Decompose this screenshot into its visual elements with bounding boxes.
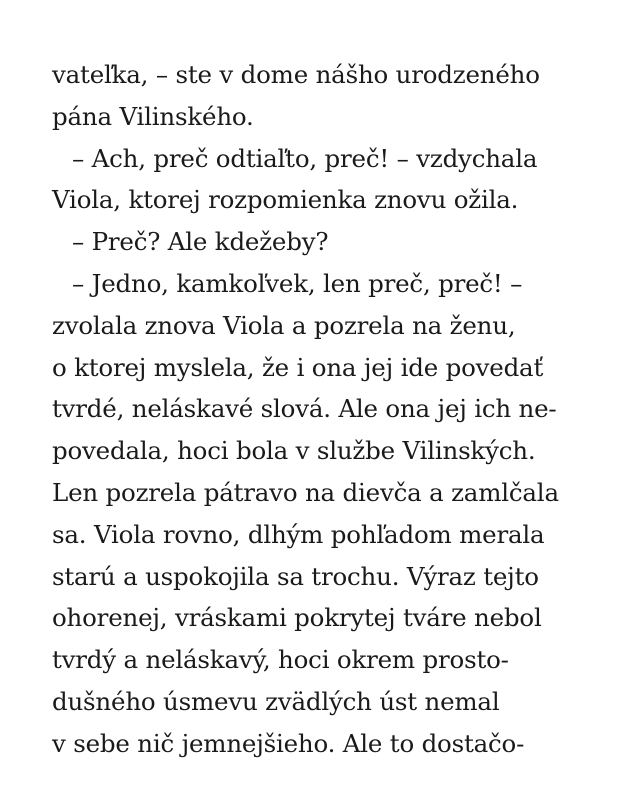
text-line: Len pozrela pátravo na dievča a zamlčala [52, 477, 559, 507]
text-line: – Ach, preč odtiaľto, preč! – vzdychala [72, 143, 538, 173]
text-line: tvrdé, neláskavé slová. Ale ona jej ich ne- [52, 394, 557, 424]
text-line: dušného úsmevu zvädlých úst nemal [52, 686, 500, 716]
body-text [52, 54, 612, 765]
text-line: – Jedno, kamkoľvek, len preč, preč! – [72, 268, 523, 298]
text-line: ohorenej, vráskami pokrytej tváre nebol [52, 603, 542, 633]
text-line: tvrdý a neláskavý, hoci okrem prosto- [52, 645, 509, 675]
text-line: – Preč? Ale kdežeby? [72, 227, 329, 257]
text-line: o ktorej myslela, že i ona jej ide povedať [52, 352, 544, 382]
text-line: starú a uspokojila sa trochu. Výraz tejto [52, 561, 539, 591]
text-line: vateľka, – ste v dome nášho urodzeného [52, 60, 540, 89]
text-line: Viola, ktorej rozpomienka znovu ožila. [52, 185, 519, 215]
text-line: pána Vilinského. [52, 101, 254, 131]
text-line: sa. Viola rovno, dlhým pohľadom merala [52, 519, 545, 549]
text-line: v sebe nič jemnejšieho. Ale to dostačo- [52, 728, 525, 758]
text-line: zvolala znova Viola a pozrela na ženu, [52, 310, 516, 340]
text-line: povedala, hoci bola v službe Vilinských. [52, 436, 536, 466]
